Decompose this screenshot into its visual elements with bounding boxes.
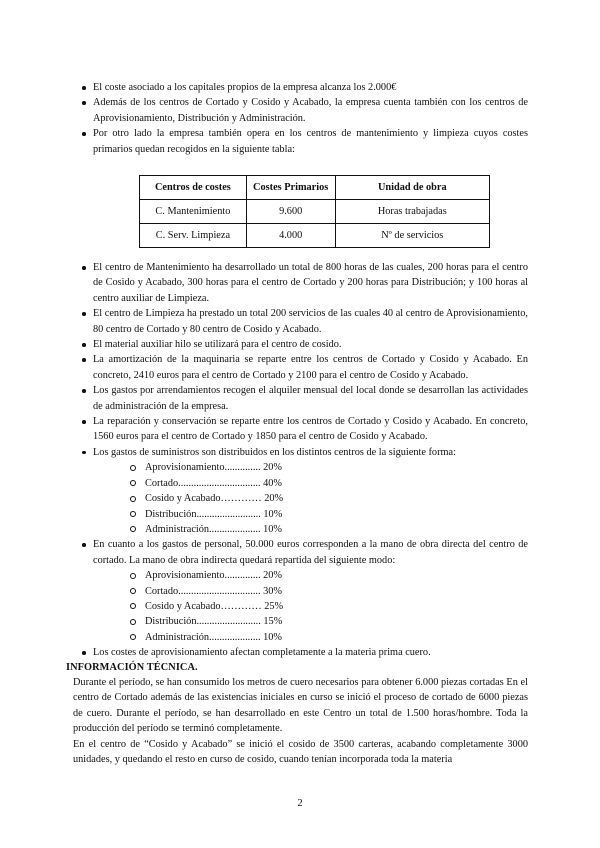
list-item: La amortización de la maquinaria se reparte entre los centros de Cortado y Cosido y Acabado. En concreto, 2410 euros para el centro de Cortado y 2100 para el centro de Cosido y Acabado.	[80, 352, 528, 383]
list-item: La reparación y conservación se reparte entre los centros de Cortado y Cosido y Acabado. En concreto, 1560 euros para el centro de Cortado y 1850 para el centro de Cosido y Acabado.	[80, 414, 528, 445]
table-cell: C. Mantenimiento	[140, 200, 247, 224]
table-cell: Horas trabajadas	[335, 200, 489, 224]
list-item	[80, 445, 528, 537]
table-cell: 4.000	[246, 224, 335, 248]
table-header-row	[140, 176, 490, 200]
table-cell: Nº de servicios	[335, 224, 489, 248]
cost-centers-table	[139, 175, 490, 248]
page-number: 2	[297, 798, 303, 809]
sublist-item: Administración.................... 10%	[129, 522, 528, 537]
table-header: Centros de costes	[140, 176, 247, 200]
suministros-text: Los gastos de suministros son distribuidos en los distintos centros de la siguiente forma:	[93, 446, 456, 458]
sublist-item: Cosido y Acabado………… 25%	[129, 599, 528, 614]
technical-info-body	[73, 675, 528, 767]
list-item: El centro de Mantenimiento ha desarrollado un total de 800 horas de las cuales, 200 horas para el centro de Cosido y Acabado, 300 horas para el centro de Cortado y 200 horas para Distribución; y 100 horas al centro auxiliar de Limpieza.	[80, 260, 528, 306]
list-item: El centro de Limpieza ha prestado un total 200 servicios de las cuales 40 al centro de Aprovisionamiento, 80 centro de Cortado y 80 centro de Cosido y Acabado.	[80, 306, 528, 337]
sublist-item: Administración.................... 10%	[129, 630, 528, 645]
table-header: Costes Primarios	[246, 176, 335, 200]
list-item: Los costes de aprovisionamiento afectan completamente a la materia prima cuero.	[80, 645, 528, 660]
bullet-list-bottom	[80, 260, 528, 661]
sublist-item: Cortado................................ 40%	[129, 476, 528, 491]
paragraph: Durante el período, se han consumido los metros de cuero necesarios para obtener 6.000 piezas cortadas En el centro de Cortado además de las existencias iniciales en curso se inició el proceso de cortado de 6000 piezas de cuero. Durante el período, se han desarrollado en este Centro un total de 1.500 horas/hombre. Toda la producción del período se terminó completamente.	[73, 677, 528, 735]
list-item: Además de los centros de Cortado y Cosido y Acabado, la empresa cuenta también con los centros de Aprovisionamiento, Distribución y Administración.	[80, 95, 528, 126]
bullet-list-top	[80, 80, 528, 157]
table-row	[140, 224, 490, 248]
suministros-sublist	[93, 460, 528, 537]
section-title: INFORMACIÓN TÉCNICA.	[66, 662, 198, 673]
sublist-item: Aprovisionamiento.............. 20%	[129, 460, 528, 475]
list-item: Por otro lado la empresa también opera en los centros de mantenimiento y limpieza cuyos costes primarios quedan recogidos en la siguiente tabla:	[80, 126, 528, 157]
list-item	[80, 537, 528, 645]
list-item: El coste asociado a los capitales propios de la empresa alcanza los 2.000€	[80, 80, 528, 95]
paragraph: En el centro de “Cosido y Acabado” se inició el cosido de 3500 carteras, acabando completamente 3000 unidades, y quedando el resto en curso de cosido, cuando tenían incorporada toda la materia	[73, 738, 528, 766]
sublist-item: Distribución......................... 15%	[129, 614, 528, 629]
table-cell: 9.600	[246, 200, 335, 224]
list-item: Los gastos por arrendamientos recogen el alquiler mensual del local donde se desarrollan las actividades de administración de la empresa.	[80, 383, 528, 414]
table-cell: C. Serv. Limpieza	[140, 224, 247, 248]
list-item: El material auxiliar hilo se utilizará para el centro de cosido.	[80, 337, 528, 352]
table-row	[140, 200, 490, 224]
table-header: Unidad de obra	[335, 176, 489, 200]
sublist-item: Distribución......................... 10%	[129, 507, 528, 522]
sublist-item: Cortado................................ 30%	[129, 584, 528, 599]
personal-sublist	[93, 568, 528, 645]
personal-text: En cuanto a los gastos de personal, 50.000 euros corresponden a la mano de obra directa del centro de cortado. La mano de obra indirecta quedará repartida del siguiente modo:	[93, 539, 528, 566]
sublist-item: Aprovisionamiento.............. 20%	[129, 568, 528, 583]
sublist-item: Cosido y Acabado………… 20%	[129, 491, 528, 506]
